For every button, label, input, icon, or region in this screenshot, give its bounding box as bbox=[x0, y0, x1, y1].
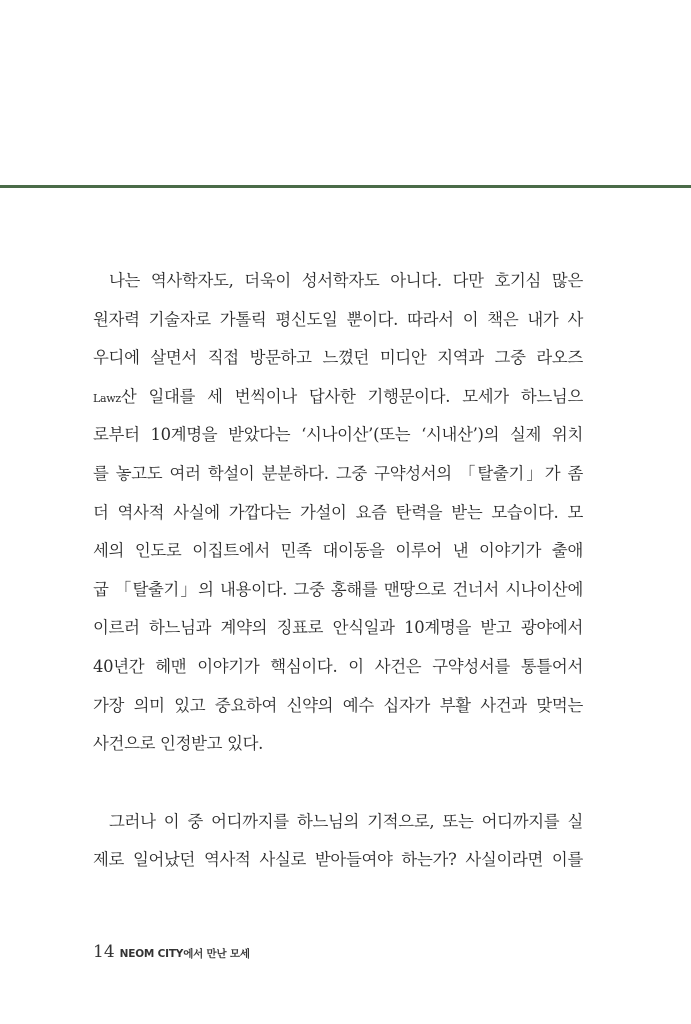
text-line: 이르러 하느님과 계약의 징표로 안식일과 10계명을 받고 광야에서 bbox=[93, 618, 583, 638]
text-line: 세의 인도로 이집트에서 민족 대이동을 이루어 낸 이야기가 출애 bbox=[93, 541, 583, 561]
text-line: 로부터 10계명을 받았다는 ‘시나이산’(또는 ‘시내산’)의 실제 위치 bbox=[93, 425, 583, 445]
paragraph-gap bbox=[93, 764, 583, 803]
text-line: 우디에 살면서 직접 방문하고 느꼈던 미디안 지역과 그중 라오즈 bbox=[93, 348, 583, 368]
text-line: 40년간 헤맨 이야기가 핵심이다. 이 사건은 구약성서를 통틀어서 bbox=[93, 656, 583, 676]
paragraph-2 bbox=[93, 803, 583, 880]
page-footer bbox=[93, 942, 250, 966]
running-title: NEOM CITY에서 만난 모세 bbox=[119, 948, 250, 960]
text-line: 나는 역사학자도, 더욱이 성서학자도 아니다. 다만 호기심 많은 bbox=[109, 271, 583, 290]
paragraph-1 bbox=[93, 262, 583, 764]
text-line: 더 역사적 사실에 가깝다는 가설이 요즘 탄력을 받는 모습이다. 모 bbox=[93, 502, 583, 522]
romanized-term: Lawz bbox=[93, 391, 121, 405]
text-line bbox=[93, 378, 583, 417]
header-rule bbox=[0, 185, 691, 188]
text-line: 가장 의미 있고 중요하여 신약의 예수 십자가 부활 사건과 맞먹는 bbox=[93, 695, 583, 715]
text-line: 원자력 기술자로 가톨릭 평신도일 뿐이다. 따라서 이 책은 내가 사 bbox=[93, 309, 583, 329]
text-line: 제로 일어났던 역사적 사실로 받아들여야 하는가? 사실이라면 이를 bbox=[93, 850, 583, 870]
text-line: 그러나 이 중 어디까지를 하느님의 기적으로, 또는 어디까지를 실 bbox=[109, 811, 583, 831]
text-line: 굽 「탈출기」의 내용이다. 그중 홍해를 맨땅으로 건너서 시나이산에 bbox=[93, 579, 583, 599]
text-line: 를 놓고도 여러 학설이 분분하다. 그중 구약성서의 「탈출기」가 좀 bbox=[93, 463, 583, 483]
body-text bbox=[93, 262, 583, 880]
text-line: 사건으로 인정받고 있다. bbox=[93, 734, 264, 754]
page-number: 14 bbox=[93, 942, 115, 962]
text-line-rest: 산 일대를 세 번씩이나 답사한 기행문이다. 모세가 하느님으 bbox=[120, 386, 583, 406]
